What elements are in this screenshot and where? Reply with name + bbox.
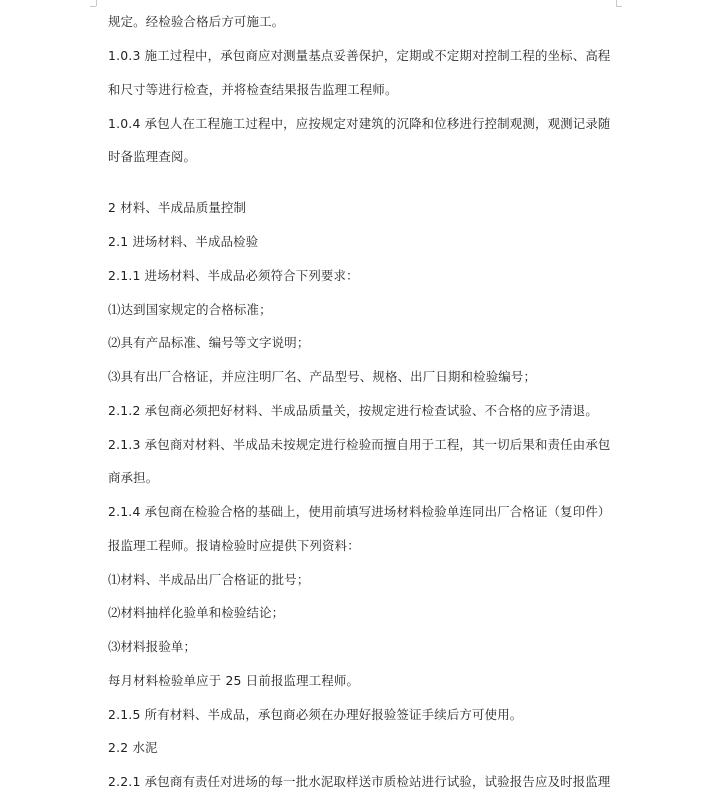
list-item: ⑵材料抽样化验单和检验结论； (108, 605, 285, 620)
text-line: 2.1.2 承包商必须把好材料、半成品质量关，按规定进行检查试验、不合格的应予清退。 (108, 403, 598, 418)
subsection-heading: 2.2 水泥 (108, 740, 158, 755)
list-item: ⑵具有产品标准、编号等文字说明； (108, 335, 310, 350)
text-line: 2.1.1 进场材料、半成品必须符合下列要求： (108, 268, 359, 283)
text-line: 2.1.3 承包商对材料、半成品未按规定进行检验而擅自用于工程，其一切后果和责任由承包 (108, 437, 611, 452)
text-line: 1.0.4 承包人在工程施工过程中，应按规定对建筑的沉降和位移进行控制观测，观测记录随 (108, 116, 611, 131)
list-item: ⑶材料报验单； (108, 639, 197, 654)
text-line: 商承担。 (108, 470, 159, 485)
text-line: 报监理工程师。报请检验时应提供下列资料： (108, 538, 360, 553)
text-line: 2.2.1 承包商有责任对进场的每一批水泥取样送市质检站进行试验，试验报告应及时报监理 (108, 774, 611, 789)
section-heading: 2 材料、半成品质量控制 (108, 200, 247, 215)
crop-mark-left-horizontal (90, 6, 96, 7)
list-item: ⑴材料、半成品出厂合格证的批号； (108, 572, 310, 587)
text-line: 和尺寸等进行检查，并将检查结果报告监理工程师。 (108, 82, 398, 97)
text-line: 2.1.5 所有材料、半成品，承包商必须在办理好报验签证手续后方可使用。 (108, 707, 523, 722)
crop-mark-right-horizontal (616, 6, 622, 7)
text-line: 每月材料检验单应于 25 日前报监理工程师。 (108, 673, 360, 688)
text-line: 2.1.4 承包商在检验合格的基础上，使用前填写进场材料检验单连同出厂合格证（复印件） (108, 504, 611, 519)
text-line: 规定。经检验合格后方可施工。 (108, 14, 285, 29)
list-item: ⑴达到国家规定的合格标准； (108, 302, 272, 317)
list-item: ⑶具有出厂合格证，并应注明厂名、产品型号、规格、出厂日期和检验编号； (108, 369, 537, 384)
subsection-heading: 2.1 进场材料、半成品检验 (108, 234, 259, 249)
text-line: 时备监理查阅。 (108, 149, 197, 164)
text-line: 1.0.3 施工过程中，承包商应对测量基点妥善保护，定期或不定期对控制工程的坐标、高程 (108, 48, 611, 63)
crop-mark-left (96, 0, 97, 6)
